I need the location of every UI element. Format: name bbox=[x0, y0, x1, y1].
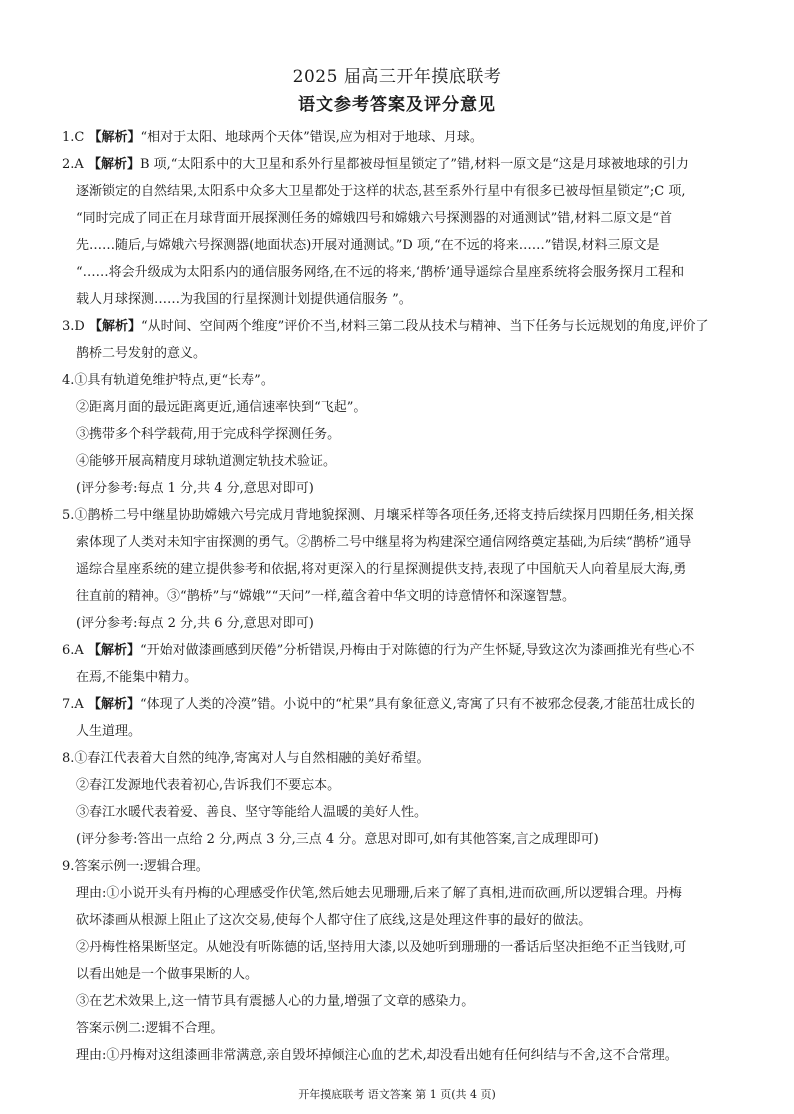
answer-body bbox=[62, 124, 730, 1069]
answer-line bbox=[62, 556, 730, 583]
answer-text: 砍坏漆画从根源上阻止了这次交易,使每个人都守住了底线,这是处理这件事的最好的做法。 bbox=[76, 913, 592, 928]
answer-text: 5.①鹊桥二号中继星协助嫦娥六号完成月背地貌探测、月壤采样等各项任务,还将支持后续探月四期任务,相关探 bbox=[62, 508, 694, 523]
answer-text: 6.A bbox=[62, 643, 88, 658]
answer-text: B 项,“太阳系中的大卫星和系外行星都被母恒星锁定了”错,材料一原文是“这是月球被地球的引力 bbox=[139, 157, 689, 172]
answer-line bbox=[62, 583, 730, 610]
answer-text: (评分参考:答出一点给 2 分,两点 3 分,三点 4 分。意思对即可,如有其他答案,言之成理即可) bbox=[76, 832, 599, 847]
answer-text: 2.A bbox=[62, 157, 88, 172]
answer-text: (评分参考:每点 2 分,共 6 分,意思对即可) bbox=[76, 616, 314, 631]
answer-text: “相对于太阳、地球两个天体”错误,应为相对于地球、月球。 bbox=[140, 130, 483, 145]
answer-text: 载人月球探测……为我国的行星探测计划提供通信服务 ”。 bbox=[76, 292, 412, 307]
answer-text: “同时完成了同正在月球背面开展探测任务的嫦娥四号和嫦娥六号探测器的对通测试”错,材料二原文是“首 bbox=[76, 211, 673, 226]
answer-text: “体现了人类的冷漠”错。小说中的“杧果”具有象征意义,寄寓了只有不被邪念侵袭,才能茁壮成长的 bbox=[139, 697, 695, 712]
answer-line bbox=[62, 259, 730, 286]
answer-line bbox=[62, 205, 730, 232]
answer-line bbox=[62, 232, 730, 259]
answer-text: 逐渐锁定的自然结果,太阳系中众多大卫星都处于这样的状态,甚至系外行星中有很多已被母恒星锁定”;C 项, bbox=[76, 184, 686, 199]
answer-text: ③携带多个科学载荷,用于完成科学探测任务。 bbox=[76, 427, 341, 442]
answer-line bbox=[62, 178, 730, 205]
answer-text: 理由:①丹梅对这组漆画非常满意,亲自毁坏掉倾注心血的艺术,却没看出她有任何纠结与不舍,这不合常理。 bbox=[76, 1048, 678, 1063]
answer-line bbox=[62, 475, 730, 502]
answer-line bbox=[62, 988, 730, 1015]
answer-text: 往直前的精神。③“鹊桥”与“嫦娥”“天问”一样,蕴含着中华文明的诗意情怀和深邃智慧。 bbox=[76, 589, 576, 604]
answer-text: ②距离月面的最远距离更近,通信速率快到“飞起”。 bbox=[76, 400, 367, 415]
answer-line bbox=[62, 880, 730, 907]
answer-line bbox=[62, 1015, 730, 1042]
answer-line bbox=[62, 907, 730, 934]
answer-line bbox=[62, 124, 730, 151]
answer-line bbox=[62, 961, 730, 988]
answer-text: 3.D bbox=[62, 319, 89, 334]
page-footer: 开年摸底联考 语文答案 第 1 页(共 4 页) bbox=[298, 1088, 496, 1101]
answer-text: 答案示例二:逻辑不合理。 bbox=[76, 1021, 224, 1036]
answer-line bbox=[62, 718, 730, 745]
page-subtitle: 语文参考答案及评分意见 bbox=[298, 95, 496, 115]
answer-text: 鹊桥二号发射的意义。 bbox=[76, 346, 207, 361]
answer-line bbox=[62, 826, 730, 853]
answer-text: 1.C bbox=[62, 130, 89, 145]
answer-text: 8.①春江代表着大自然的纯净,寄寓对人与自然相融的美好希望。 bbox=[62, 751, 430, 766]
answer-text: 在焉,不能集中精力。 bbox=[76, 670, 198, 685]
answer-text: 先……随后,与嫦娥六号探测器(地面状态)开展对通测试。”D 项,“在不远的将来……”错误,材料三原文是 bbox=[76, 238, 660, 253]
answer-text: ④能够开展高精度月球轨道测定轨技术验证。 bbox=[76, 454, 337, 469]
analysis-tag: 【解析】 bbox=[87, 697, 140, 712]
analysis-tag: 【解析】 bbox=[87, 643, 140, 658]
answer-text: ③在艺术效果上,这一情节具有震撼人心的力量,增强了文章的感染力。 bbox=[76, 994, 475, 1009]
analysis-tag: 【解析】 bbox=[88, 130, 141, 145]
answer-text: ②丹梅性格果断坚定。从她没有听陈德的话,坚持用大漆,以及她听到珊珊的一番话后坚决拒绝不正当钱财,可 bbox=[76, 940, 687, 955]
answer-text: “开始对做漆画感到厌倦”分析错误,丹梅由于对陈德的行为产生怀疑,导致这次为漆画推光有些心不 bbox=[139, 643, 695, 658]
answer-text: ③春江水暖代表着爱、善良、坚守等能给人温暖的美好人性。 bbox=[76, 805, 428, 820]
answer-text: “……将会升级成为太阳系内的通信服务网络,在不远的将来,‘鹊桥’通导遥综合星座系统将会服务探月工程和 bbox=[76, 265, 685, 280]
analysis-tag: 【解析】 bbox=[88, 319, 141, 334]
answer-line bbox=[62, 367, 730, 394]
answer-text: ②春江发源地代表着初心,告诉我们不要忘本。 bbox=[76, 778, 341, 793]
answer-line bbox=[62, 529, 730, 556]
answer-line bbox=[62, 799, 730, 826]
analysis-tag: 【解析】 bbox=[87, 157, 140, 172]
answer-text: 遥综合星座系统的建立提供参考和依据,将对更深入的行星探测提供支持,表现了中国航天人向着星辰大海,勇 bbox=[76, 562, 687, 577]
answer-line bbox=[62, 421, 730, 448]
answer-line bbox=[62, 772, 730, 799]
answer-line bbox=[62, 853, 730, 880]
answer-line bbox=[62, 1042, 730, 1069]
answer-line bbox=[62, 691, 730, 718]
answer-text: 7.A bbox=[62, 697, 88, 712]
answer-line bbox=[62, 448, 730, 475]
answer-text: 9.答案示例一:逻辑合理。 bbox=[62, 859, 209, 874]
answer-text: 索体现了人类对未知宇宙探测的勇气。②鹊桥二号中继星将为构建深空通信网络奠定基础,为后续“鹊桥”通导 bbox=[76, 535, 692, 550]
answer-text: 以看出她是一个做事果断的人。 bbox=[76, 967, 259, 982]
answer-line bbox=[62, 610, 730, 637]
answer-text: 理由:①小说开头有丹梅的心理感受作伏笔,然后她去见珊珊,后来了解了真相,进而砍画,所以逻辑合理。丹梅 bbox=[76, 886, 682, 901]
answer-text: 4.①具有轨道免维护特点,更“长寿”。 bbox=[62, 373, 274, 388]
answer-line bbox=[62, 151, 730, 178]
answer-line bbox=[62, 286, 730, 313]
answer-text: 人生道理。 bbox=[76, 724, 142, 739]
answer-line bbox=[62, 637, 730, 664]
answer-line bbox=[62, 313, 730, 340]
answer-line bbox=[62, 502, 730, 529]
answer-text: (评分参考:每点 1 分,共 4 分,意思对即可) bbox=[76, 481, 314, 496]
answer-text: “从时间、空间两个维度”评价不当,材料三第二段从技术与精神、当下任务与长远规划的角度,评价了 bbox=[140, 319, 709, 334]
answer-line bbox=[62, 394, 730, 421]
answer-line bbox=[62, 664, 730, 691]
answer-line bbox=[62, 745, 730, 772]
answer-line bbox=[62, 934, 730, 961]
page-title: 2025 届高三开年摸底联考 bbox=[292, 67, 502, 87]
answer-line bbox=[62, 340, 730, 367]
